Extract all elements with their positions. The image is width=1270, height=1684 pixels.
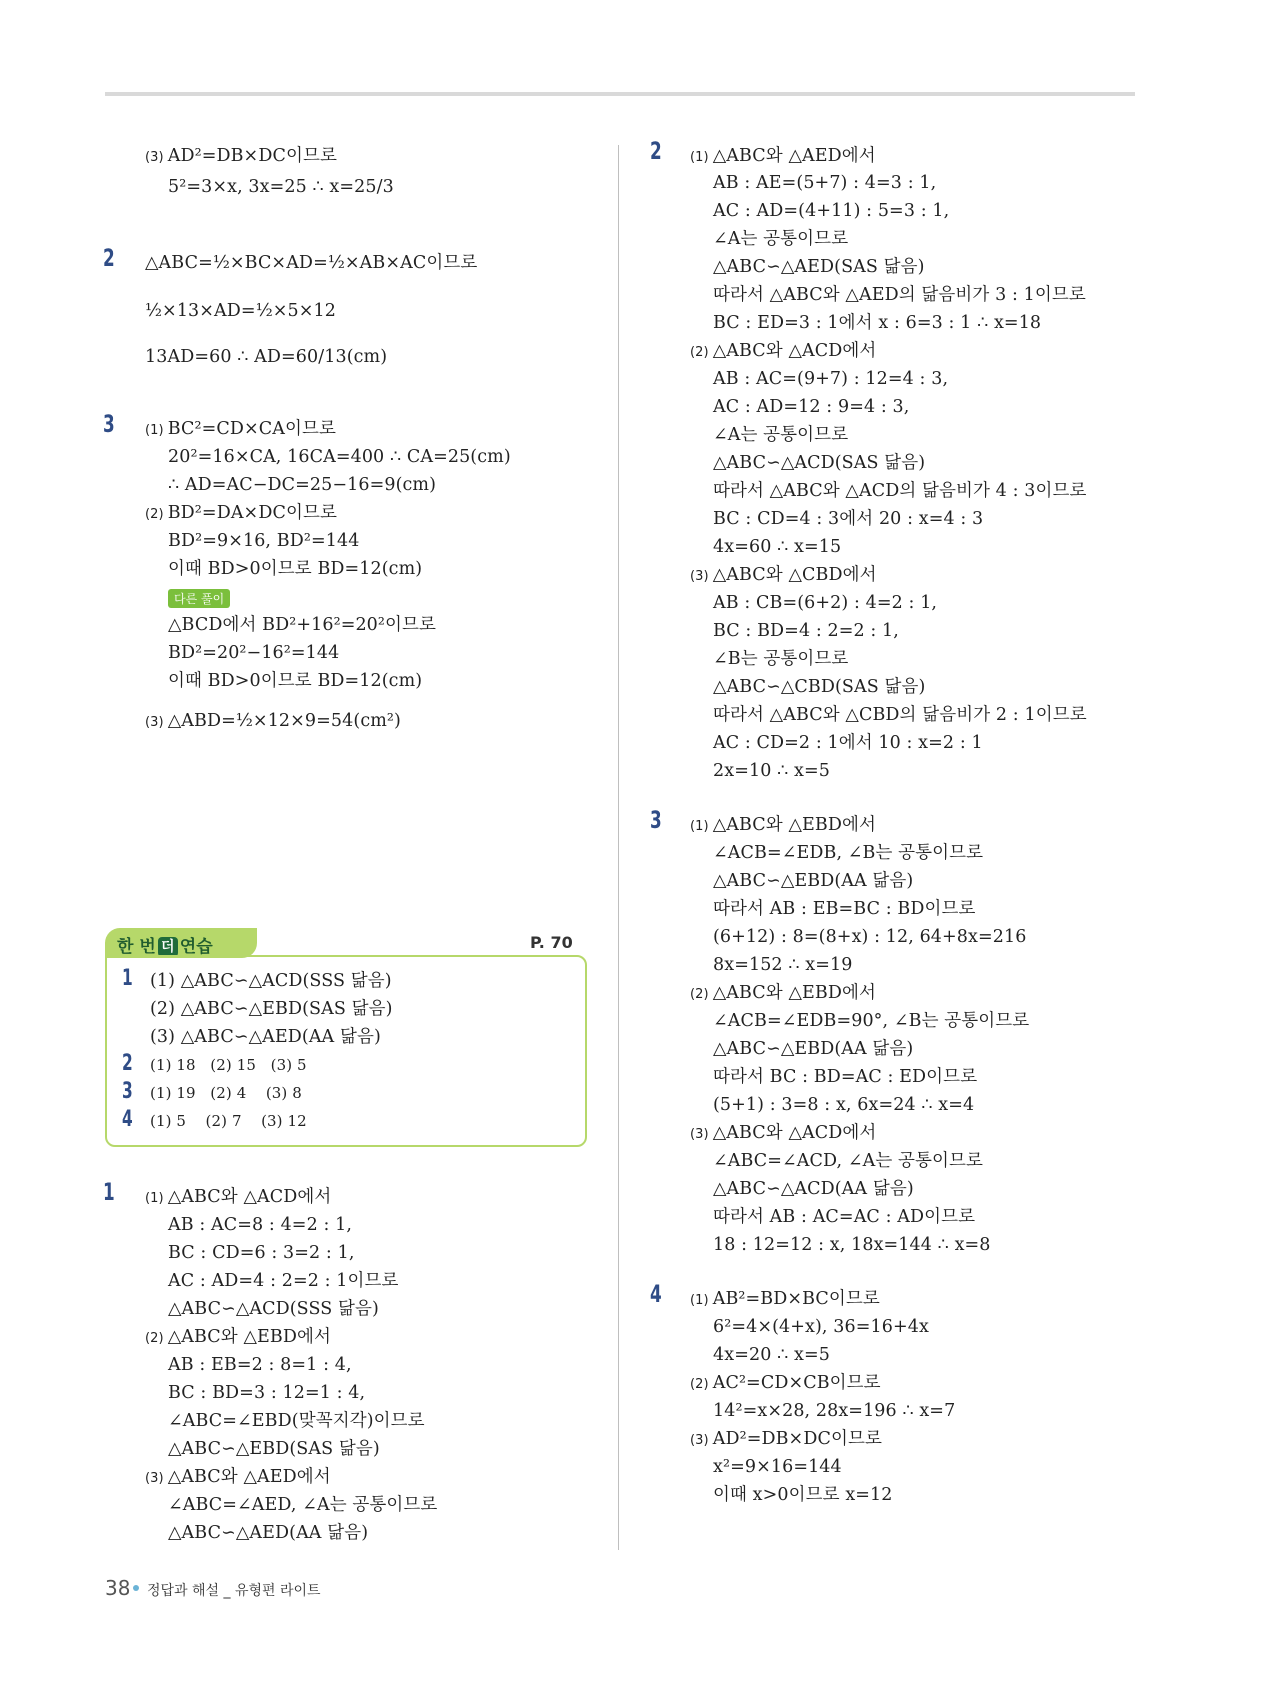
text-line: x²=9×16=144 (713, 1457, 842, 1477)
problem-number: 3 (650, 806, 662, 834)
text-line: 이때 BD>0이므로 BD=12(cm) (168, 671, 423, 691)
text-line: ∠ACB=∠EDB=90°, ∠B는 공통이므로 (713, 1011, 1030, 1031)
footer-dot-icon (133, 1585, 139, 1591)
footer-title: 정답과 해설 _ 유형편 라이트 (147, 1583, 321, 1599)
text-line: BC : BD=4 : 2=2 : 1, (713, 621, 899, 641)
text-line: 따라서 △ABC와 △AED의 닮음비가 3 : 1이므로 (713, 285, 1086, 305)
text-line: (3) △ABC와 △ACD에서 (690, 1123, 877, 1143)
text-line: (3) △ABC와 △AED에서 (145, 1467, 331, 1487)
text-line: AB : AE=(5+7) : 4=3 : 1, (713, 173, 937, 193)
text-line: △ABC=½×BC×AD=½×AB×AC이므로 (145, 253, 478, 273)
answer-line: (1) 19 (2) 4 (3) 8 (150, 1084, 302, 1102)
text-line: (2) △ABC와 △ACD에서 (690, 341, 877, 361)
text-line: ½×13×AD=½×5×12 (145, 301, 336, 321)
text-line: ∠ABC=∠AED, ∠A는 공통이므로 (168, 1495, 438, 1515)
text-line: △ABC∽△CBD(SAS 닮음) (713, 677, 926, 697)
text-line: ∴ AD=AC−DC=25−16=9(cm) (168, 475, 437, 495)
text-line: 4x=20 ∴ x=5 (713, 1345, 830, 1365)
text-line: 13AD=60 ∴ AD=60/13(cm) (145, 347, 388, 367)
answer-line: (1) 18 (2) 15 (3) 5 (150, 1056, 307, 1074)
text-line: BD²=20²−16²=144 (168, 643, 340, 663)
text-line: (1) △ABC와 △ACD에서 (145, 1187, 332, 1207)
page-number: 38 (105, 1576, 131, 1600)
practice-page-ref: P. 70 (530, 933, 573, 952)
problem-number: 2 (650, 137, 662, 165)
text-line: (3) △ABC와 △CBD에서 (690, 565, 877, 585)
text-line: △ABC∽△ACD(SSS 닮음) (168, 1299, 379, 1319)
alternate-solution-tag: 다른 풀이 (168, 589, 230, 608)
problem-number: 2 (103, 244, 115, 272)
text-line: 20²=16×CA, 16CA=400 ∴ CA=25(cm) (168, 447, 511, 467)
text-line: AB : EB=2 : 8=1 : 4, (168, 1355, 352, 1375)
text-line: ∠A는 공통이므로 (713, 229, 849, 249)
text-line: 따라서 BC : BD=AC : ED이므로 (713, 1067, 978, 1087)
answer-line: (1) △ABC∽△ACD(SSS 닮음) (150, 971, 392, 991)
answer-line: (3) △ABC∽△AED(AA 닮음) (150, 1027, 381, 1047)
top-rule (105, 92, 1135, 96)
text-line: 18 : 12=12 : x, 18x=144 ∴ x=8 (713, 1235, 991, 1255)
text-line: ∠A는 공통이므로 (713, 425, 849, 445)
text-line: (2) AC²=CD×CB이므로 (690, 1373, 881, 1393)
text-line: BC : CD=4 : 3에서 20 : x=4 : 3 (713, 509, 984, 529)
text-line: ∠ACB=∠EDB, ∠B는 공통이므로 (713, 843, 984, 863)
problem-number: 4 (650, 1280, 662, 1308)
text-line: (6+12) : 8=(8+x) : 12, 64+8x=216 (713, 927, 1027, 947)
text-line: 따라서 △ABC와 △CBD의 닮음비가 2 : 1이므로 (713, 705, 1087, 725)
text-line: 따라서 AB : AC=AC : AD이므로 (713, 1207, 976, 1227)
text-line: △ABC∽△EBD(AA 닮음) (713, 1039, 914, 1059)
text-line: AC : AD=(4+11) : 5=3 : 1, (713, 201, 950, 221)
text-line: 따라서 AB : EB=BC : BD이므로 (713, 899, 976, 919)
text-line: 8x=152 ∴ x=19 (713, 955, 853, 975)
text-line: (1) △ABC와 △AED에서 (690, 146, 876, 166)
text-line: AC : AD=4 : 2=2 : 1이므로 (168, 1271, 399, 1291)
text-line: AB : AC=8 : 4=2 : 1, (168, 1215, 353, 1235)
text-line: ∠ABC=∠ACD, ∠A는 공통이므로 (713, 1151, 984, 1171)
more-badge-icon: 더 (158, 937, 178, 957)
text-line: 14²=x×28, 28x=196 ∴ x=7 (713, 1401, 956, 1421)
answer-line: (1) 5 (2) 7 (3) 12 (150, 1112, 307, 1130)
text-line: 5²=3×x, 3x=25 ∴ x=25/3 (168, 177, 394, 197)
text-line: (1) AB²=BD×BC이므로 (690, 1289, 880, 1309)
practice-box-title: 한 번 더 연습 (117, 937, 213, 957)
text-line: (2) △ABC와 △EBD에서 (145, 1327, 331, 1347)
problem-number: 3 (103, 410, 115, 438)
text-line: (1) △ABC와 △EBD에서 (690, 815, 876, 835)
text-line: (3) AD²=DB×DC이므로 (145, 146, 337, 166)
text-line: AC : CD=2 : 1에서 10 : x=2 : 1 (713, 733, 983, 753)
text-line: (2) △ABC와 △EBD에서 (690, 983, 876, 1003)
text-line: ∠B는 공통이므로 (713, 649, 849, 669)
text-line: 2x=10 ∴ x=5 (713, 761, 830, 781)
text-line: (1) BC²=CD×CA이므로 (145, 419, 336, 439)
text-line: (5+1) : 3=8 : x, 6x=24 ∴ x=4 (713, 1095, 975, 1115)
text-line: △ABC∽△EBD(SAS 닮음) (168, 1439, 380, 1459)
answer-number: 3 (122, 1079, 133, 1104)
text-line: BD²=9×16, BD²=144 (168, 531, 360, 551)
text-line: △ABC∽△AED(SAS 닮음) (713, 257, 925, 277)
problem-number: 1 (103, 1178, 115, 1206)
column-divider (618, 145, 619, 1550)
text-line: AB : CB=(6+2) : 4=2 : 1, (713, 593, 938, 613)
text-line: BC : BD=3 : 12=1 : 4, (168, 1383, 366, 1403)
text-line: △ABC∽△ACD(SAS 닮음) (713, 453, 926, 473)
text-line: 따라서 △ABC와 △ACD의 닮음비가 4 : 3이므로 (713, 481, 1087, 501)
text-line: △BCD에서 BD²+16²=20²이므로 (168, 615, 437, 635)
text-line: △ABC∽△EBD(AA 닮음) (713, 871, 914, 891)
text-line: 이때 BD>0이므로 BD=12(cm) (168, 559, 423, 579)
text-line: 4x=60 ∴ x=15 (713, 537, 842, 557)
text-line: 이때 x>0이므로 x=12 (713, 1485, 893, 1505)
text-line: △ABC∽△ACD(AA 닮음) (713, 1179, 914, 1199)
text-line: 6²=4×(4+x), 36=16+4x (713, 1317, 929, 1337)
text-line: (2) BD²=DA×DC이므로 (145, 503, 337, 523)
answer-number: 2 (122, 1051, 133, 1076)
text-line: (3) AD²=DB×DC이므로 (690, 1429, 882, 1449)
practice-box-header (105, 928, 257, 958)
text-line: (3) △ABD=½×12×9=54(cm²) (145, 711, 401, 731)
answer-line: (2) △ABC∽△EBD(SAS 닮음) (150, 999, 393, 1019)
answer-number: 4 (122, 1107, 133, 1132)
text-line: △ABC∽△AED(AA 닮음) (168, 1523, 369, 1543)
answer-number: 1 (122, 966, 133, 991)
text-line: ∠ABC=∠EBD(맞꼭지각)이므로 (168, 1411, 425, 1431)
text-line: AC : AD=12 : 9=4 : 3, (713, 397, 910, 417)
text-line: BC : ED=3 : 1에서 x : 6=3 : 1 ∴ x=18 (713, 313, 1042, 333)
text-line: AB : AC=(9+7) : 12=4 : 3, (713, 369, 949, 389)
text-line: BC : CD=6 : 3=2 : 1, (168, 1243, 355, 1263)
